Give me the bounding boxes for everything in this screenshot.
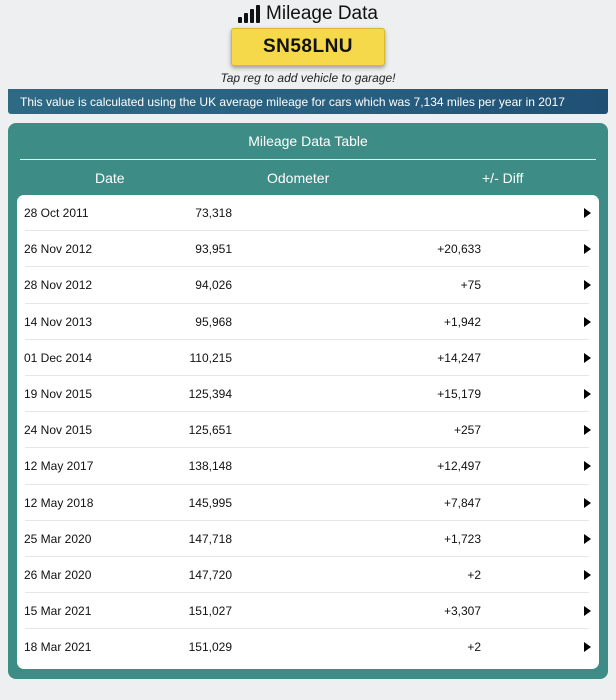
table-row[interactable] bbox=[17, 231, 599, 267]
chevron-right-icon[interactable] bbox=[584, 425, 591, 435]
row-date: 14 Nov 2013 bbox=[24, 314, 93, 329]
table-row[interactable] bbox=[17, 304, 599, 340]
row-date: 18 Mar 2021 bbox=[24, 640, 92, 655]
row-odometer: 151,027 bbox=[188, 604, 232, 619]
row-odometer: 151,029 bbox=[188, 640, 232, 655]
column-header-diff: +/- Diff bbox=[482, 169, 524, 186]
row-date: 19 Nov 2015 bbox=[24, 387, 93, 402]
registration-plate-button[interactable]: SN58LNU bbox=[231, 28, 385, 66]
column-header-odometer: Odometer bbox=[267, 169, 330, 186]
chevron-right-icon[interactable] bbox=[584, 606, 591, 616]
chevron-right-icon[interactable] bbox=[584, 317, 591, 327]
chevron-right-icon[interactable] bbox=[584, 534, 591, 544]
chevron-right-icon[interactable] bbox=[584, 570, 591, 580]
row-date: 24 Nov 2015 bbox=[24, 423, 93, 438]
row-diff: +20,633 bbox=[437, 242, 481, 257]
chevron-right-icon[interactable] bbox=[584, 280, 591, 290]
chevron-right-icon[interactable] bbox=[584, 389, 591, 399]
table-row[interactable] bbox=[17, 195, 599, 231]
row-date: 28 Oct 2011 bbox=[24, 206, 89, 221]
info-banner: This value is calculated using the UK average mileage for cars which was 7,134 miles per year in 2017 bbox=[8, 89, 608, 114]
chevron-right-icon[interactable] bbox=[584, 642, 591, 652]
row-odometer: 73,318 bbox=[195, 206, 232, 221]
row-diff: +75 bbox=[460, 278, 481, 293]
row-date: 12 May 2017 bbox=[24, 459, 94, 474]
chevron-right-icon[interactable] bbox=[584, 353, 591, 363]
row-odometer: 95,968 bbox=[195, 314, 232, 329]
table-body bbox=[17, 195, 599, 669]
table-row[interactable] bbox=[17, 485, 599, 521]
row-date: 25 Mar 2020 bbox=[24, 531, 92, 546]
table-row[interactable] bbox=[17, 340, 599, 376]
row-diff: +2 bbox=[467, 567, 481, 582]
row-diff: +1,723 bbox=[443, 531, 481, 546]
chevron-right-icon[interactable] bbox=[584, 461, 591, 471]
row-diff: +12,497 bbox=[437, 459, 481, 474]
row-odometer: 147,720 bbox=[188, 567, 232, 582]
row-date: 15 Mar 2021 bbox=[24, 604, 92, 619]
garage-hint: Tap reg to add vehicle to garage! bbox=[220, 71, 396, 85]
page-title: Mileage Data bbox=[266, 3, 378, 24]
row-odometer: 147,718 bbox=[188, 531, 232, 546]
signal-bars-icon bbox=[238, 5, 260, 23]
row-diff: +15,179 bbox=[437, 387, 481, 402]
row-odometer: 138,148 bbox=[188, 459, 232, 474]
chevron-right-icon[interactable] bbox=[584, 498, 591, 508]
row-diff: +257 bbox=[453, 423, 481, 438]
chevron-right-icon[interactable] bbox=[584, 244, 591, 254]
table-row[interactable] bbox=[17, 267, 599, 303]
row-diff: +2 bbox=[467, 640, 481, 655]
row-odometer: 110,215 bbox=[189, 350, 232, 365]
table-title: Mileage Data Table bbox=[20, 123, 596, 160]
column-header-date: Date bbox=[95, 169, 125, 186]
row-odometer: 94,026 bbox=[195, 278, 232, 293]
table-row[interactable] bbox=[17, 593, 599, 629]
row-date: 26 Nov 2012 bbox=[24, 242, 93, 257]
table-row[interactable] bbox=[17, 412, 599, 448]
row-diff: +14,247 bbox=[437, 350, 481, 365]
row-date: 01 Dec 2014 bbox=[24, 350, 93, 365]
row-odometer: 125,651 bbox=[188, 423, 232, 438]
plate-container bbox=[0, 28, 616, 66]
row-diff: +3,307 bbox=[443, 604, 481, 619]
row-odometer: 125,394 bbox=[188, 387, 232, 402]
row-date: 12 May 2018 bbox=[24, 495, 94, 510]
row-date: 28 Nov 2012 bbox=[24, 278, 93, 293]
row-diff: +1,942 bbox=[443, 314, 481, 329]
row-date: 26 Mar 2020 bbox=[24, 567, 92, 582]
table-row[interactable] bbox=[17, 521, 599, 557]
table-row[interactable] bbox=[17, 448, 599, 484]
chevron-right-icon[interactable] bbox=[584, 208, 591, 218]
row-odometer: 93,951 bbox=[195, 242, 232, 257]
table-row[interactable] bbox=[17, 629, 599, 665]
row-odometer: 145,995 bbox=[188, 495, 232, 510]
table-header bbox=[17, 160, 599, 195]
mileage-table-card bbox=[8, 123, 608, 679]
table-row[interactable] bbox=[17, 557, 599, 593]
page-header bbox=[0, 0, 616, 26]
row-diff: +7,847 bbox=[443, 495, 481, 510]
table-row[interactable] bbox=[17, 376, 599, 412]
